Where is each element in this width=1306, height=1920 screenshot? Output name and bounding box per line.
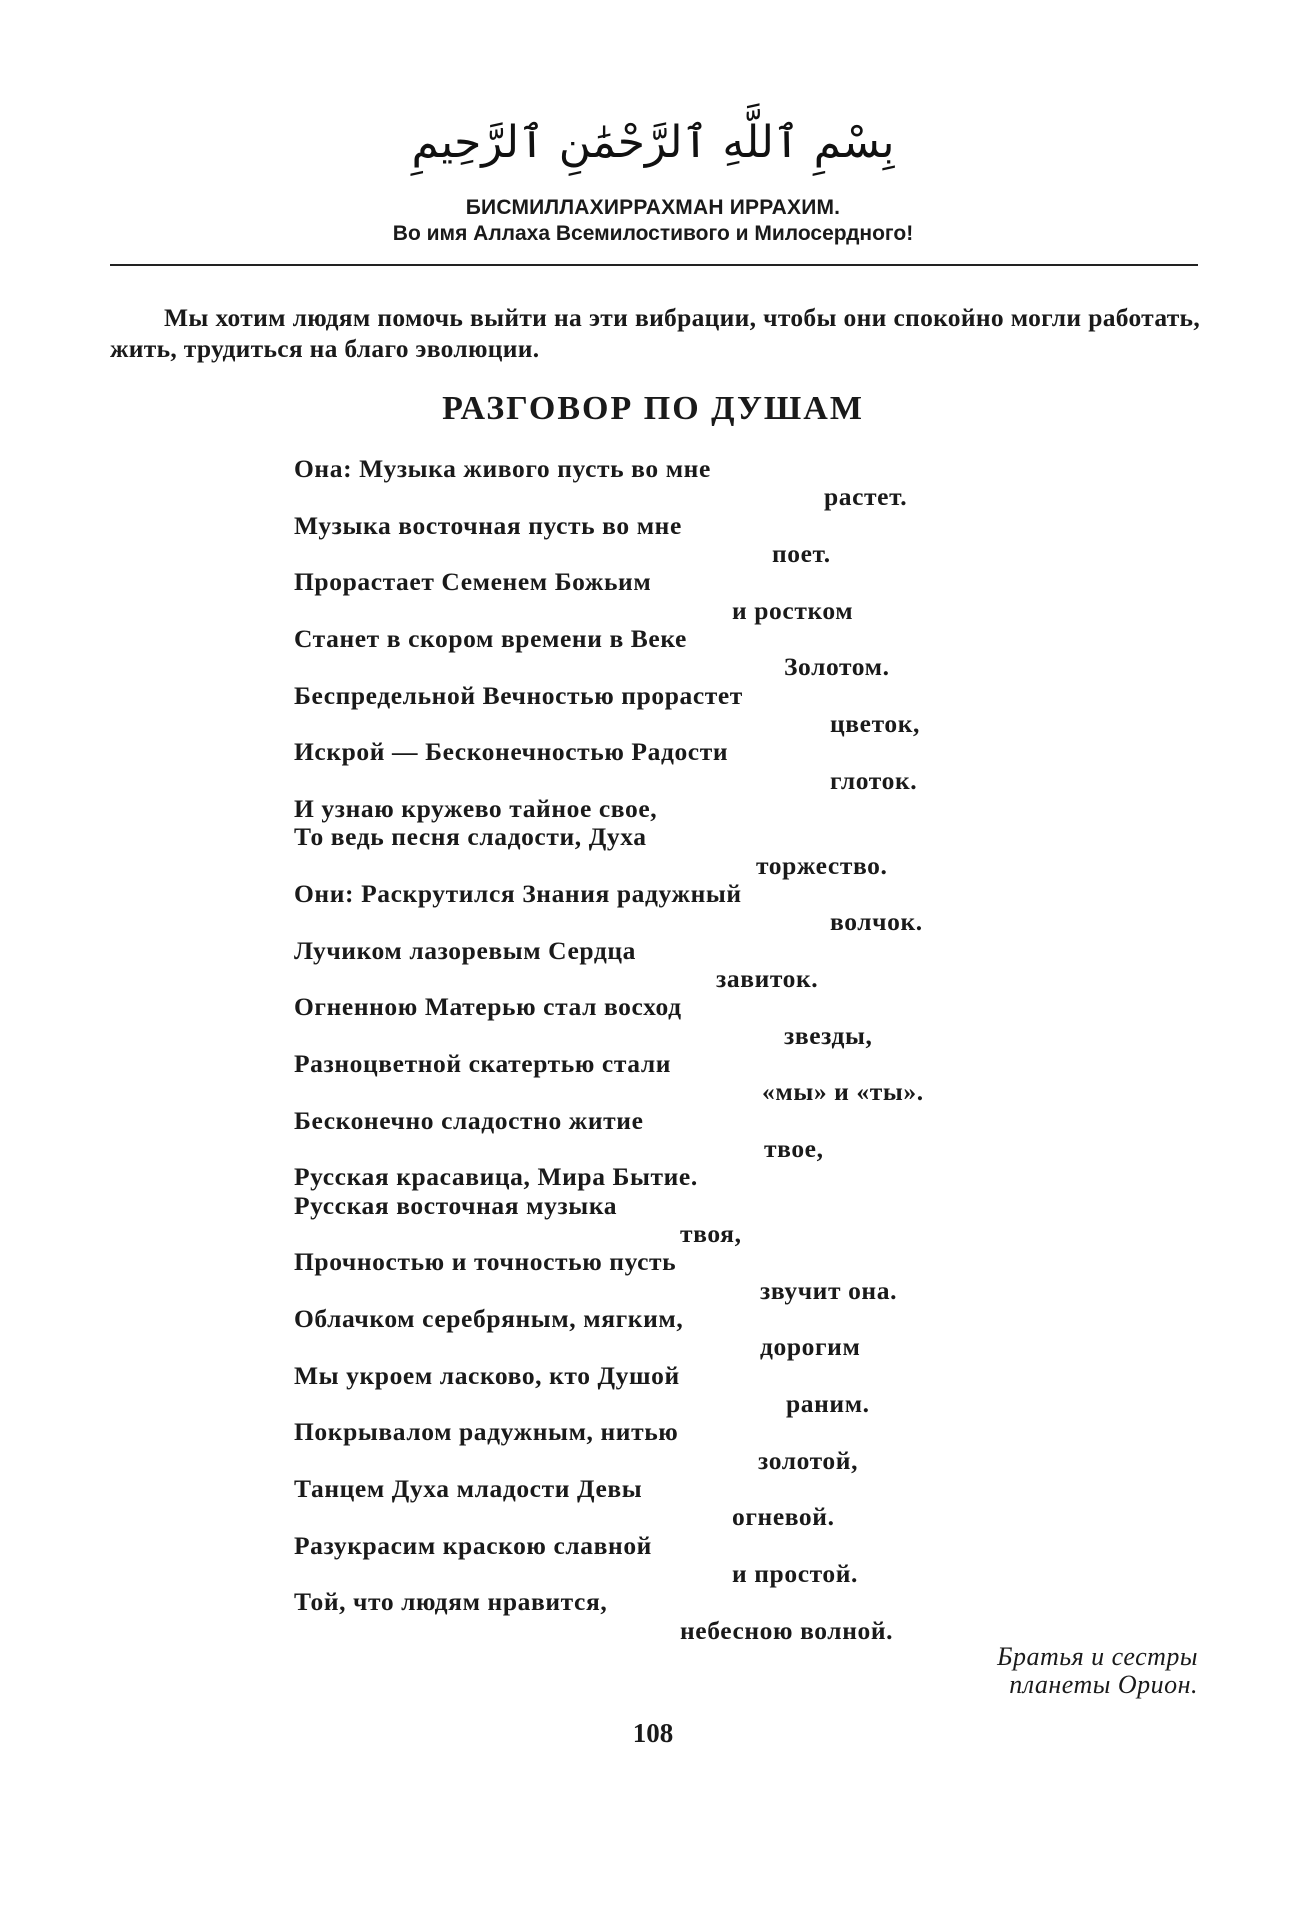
poem-line-continuation: торжество. <box>756 851 888 880</box>
page-number: 108 <box>632 1718 674 1748</box>
poem-line: То ведь песня сладости, Духа <box>294 822 647 851</box>
poem-line: И узнаю кружево тайное свое, <box>294 794 658 823</box>
poem-line-continuation: волчок. <box>830 907 923 936</box>
poem-line: Беспредельной Вечностью прорастет <box>294 681 743 710</box>
poem-line-continuation: цветок, <box>830 709 920 738</box>
poem-line: Облачком серебряным, мягким, <box>294 1304 684 1333</box>
poem-line: Бесконечно сладостно житие <box>294 1106 644 1135</box>
poem-line: Прочностью и точностью пусть <box>294 1247 677 1276</box>
poem-line: Той, что людям нравится, <box>294 1587 608 1616</box>
poem-line-continuation: твое, <box>764 1134 824 1163</box>
poem-line: Они: Раскрутился Знания радужный <box>294 879 742 908</box>
poem-line-continuation: твоя, <box>680 1219 742 1248</box>
basmala-translation: Во имя Аллаха Всемилостивого и Милосердного! <box>392 222 914 245</box>
poem-line: Искрой — Бесконечностью Радости <box>294 737 729 766</box>
poem-line-continuation: звучит она. <box>760 1276 898 1305</box>
intro-paragraph: Мы хотим людям помочь выйти на эти вибрации, чтобы они спокойно могли работать, жить, трудиться на благо эволюции. <box>110 303 1200 363</box>
poem-line: Огненною Матерью стал восход <box>294 992 682 1021</box>
poem-line: Танцем Духа младости Девы <box>294 1474 643 1503</box>
poem-line: Прорастает Семенем Божьим <box>294 567 652 596</box>
poem-line-continuation: и простой. <box>732 1559 859 1588</box>
poem-line-continuation: завиток. <box>716 964 819 993</box>
poem-line-continuation: золотой, <box>758 1446 859 1475</box>
basmala-transliteration: БИСМИЛЛАХИРРАХМАН ИРРАХИМ. <box>465 196 841 219</box>
poem-line-continuation: растет. <box>824 482 908 511</box>
poem-line-continuation: звезды, <box>784 1021 873 1050</box>
poem-line-continuation: раним. <box>786 1389 870 1418</box>
poem-line-continuation: «мы» и «ты». <box>762 1077 924 1106</box>
poem-line: Разукрасим краскою славной <box>294 1531 652 1560</box>
poem-line: Мы укроем ласково, кто Душой <box>294 1361 680 1390</box>
poem-line-continuation: небесною волной. <box>680 1616 894 1645</box>
poem-line: Лучиком лазоревым Сердца <box>294 936 637 965</box>
poem-line-continuation: и ростком <box>732 596 854 625</box>
basmala-calligraphy: بِسْمِ ٱللَّهِ ٱلرَّحْمَٰنِ ٱلرَّحِيمِ <box>411 117 895 168</box>
poem-line-continuation: поет. <box>772 539 831 568</box>
poem-line: Она: Музыка живого пусть во мне <box>294 454 711 483</box>
poem-line-continuation: глоток. <box>830 766 918 795</box>
signature-line-1: Братья и сестры <box>997 1642 1198 1671</box>
poem-line-continuation: Золотом. <box>784 652 890 681</box>
poem-line-continuation: дорогим <box>760 1332 861 1361</box>
poem-line: Русская восточная музыка <box>294 1191 618 1220</box>
poem-title: РАЗГОВОР ПО ДУШАМ <box>442 390 864 427</box>
poem-line-continuation: огневой. <box>732 1502 835 1531</box>
poem-line: Русская красавица, Мира Бытие. <box>294 1162 698 1191</box>
poem-line: Станет в скором времени в Веке <box>294 624 687 653</box>
poem-line: Музыка восточная пусть во мне <box>294 511 682 540</box>
poem-line: Разноцветной скатертью стали <box>294 1049 672 1078</box>
signature-line-2: планеты Орион. <box>1009 1670 1198 1699</box>
poem-line: Покрывалом радужным, нитью <box>294 1417 679 1446</box>
header-divider <box>110 264 1198 266</box>
